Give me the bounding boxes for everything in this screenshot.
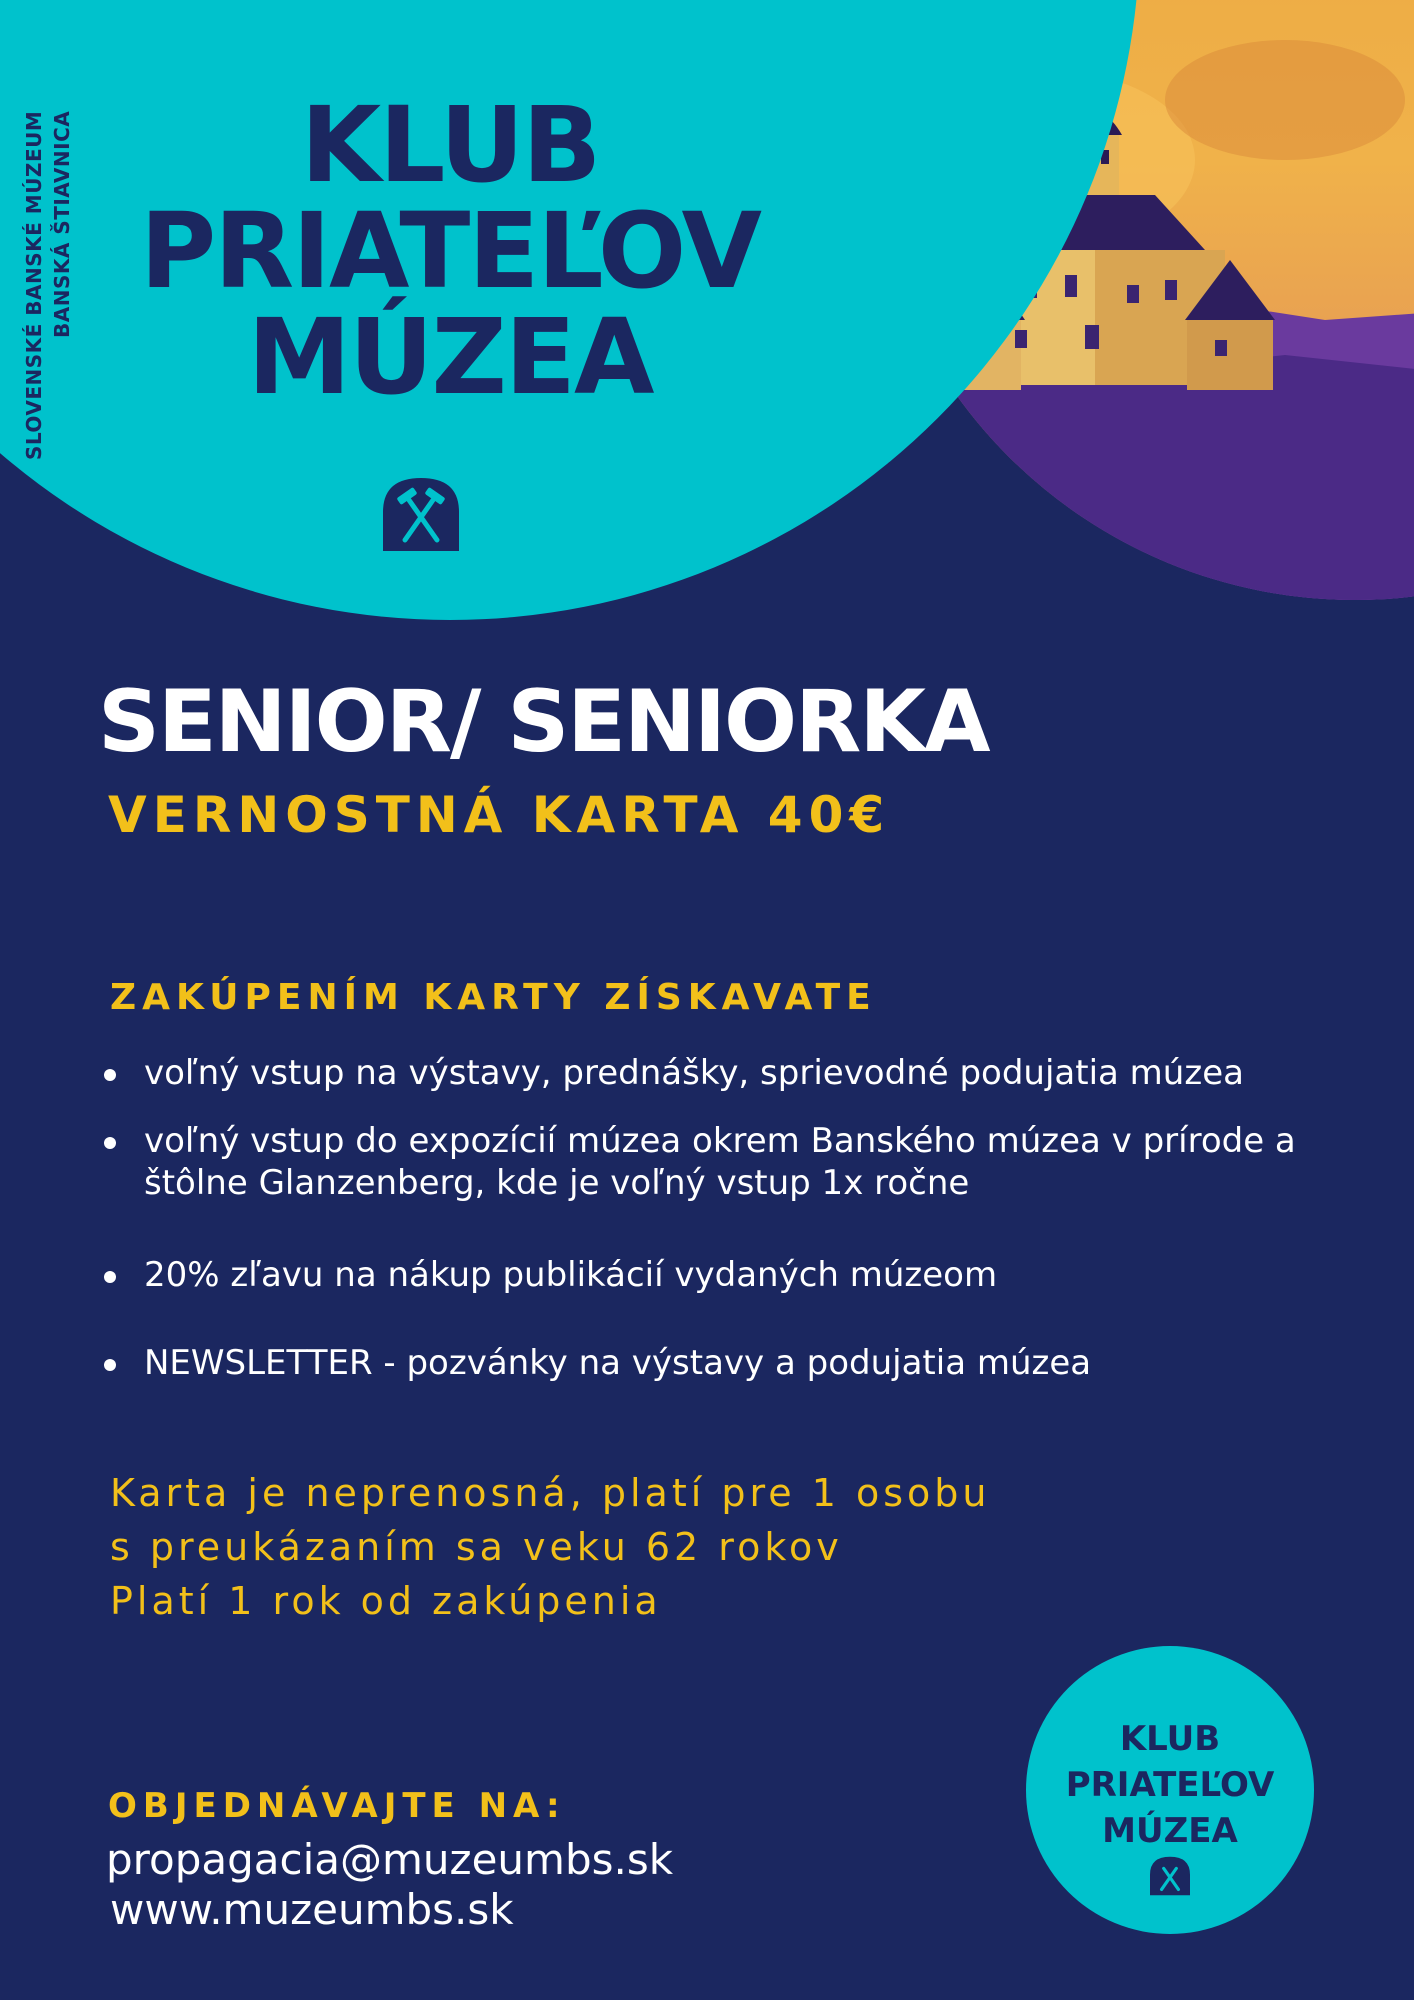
club-title — [120, 84, 780, 418]
order-label: OBJEDNÁVAJTE NA: — [108, 1786, 566, 1826]
club-title-line-1: KLUB — [300, 84, 600, 206]
benefit-item: voľný vstup na výstavy, prednášky, sprievodné podujatia múzea — [102, 1052, 1362, 1094]
publisher-line-1: SLOVENSKÉ BANSKÉ MÚZEUM — [22, 110, 46, 460]
card-conditions-line-1: Karta je neprenosná, platí pre 1 osobu — [110, 1471, 991, 1515]
badge-title-line-2: PRIATEĽOV — [1065, 1765, 1275, 1805]
benefit-item: voľný vstup do expozícií múzea okrem Banského múzea v prírode a štôlne Glanzenberg, kde je voľný vstup 1x ročne — [102, 1120, 1362, 1204]
benefit-item: 20% zľavu na nákup publikácií vydaných múzeom — [102, 1254, 1362, 1296]
card-price: VERNOSTNÁ KARTA 40€ — [108, 786, 891, 844]
badge-title — [1026, 1716, 1314, 1854]
website-link[interactable]: www.muzeumbs.sk — [110, 1885, 514, 1934]
contact-email-link[interactable]: propagacia@muzeumbs.sk — [106, 1835, 674, 1884]
benefits-list — [102, 1052, 1362, 1384]
club-title-line-3: MÚZEA — [247, 296, 653, 418]
badge-title-line-1: KLUB — [1119, 1719, 1221, 1759]
benefit-item: NEWSLETTER - pozvánky na výstavy a podujatia múzea — [102, 1342, 1362, 1384]
sky-cloud — [1165, 40, 1405, 160]
card-conditions-line-3: Platí 1 rok od zakúpenia — [110, 1579, 662, 1623]
club-badge — [1026, 1646, 1314, 1934]
card-heading: SENIOR/ SENIORKA — [98, 672, 989, 772]
crossed-hammers-icon — [1150, 1856, 1190, 1896]
club-title-line-2: PRIATEĽOV — [139, 190, 761, 312]
publisher-label — [20, 111, 76, 460]
publisher-line-2: BANSKÁ ŠTIAVNICA — [50, 110, 74, 338]
badge-title-line-3: MÚZEA — [1102, 1811, 1238, 1851]
card-conditions-line-2: s preukázaním sa veku 62 rokov — [110, 1525, 843, 1569]
crossed-hammers-icon — [383, 478, 459, 551]
card-conditions — [110, 1466, 990, 1628]
benefits-title: ZAKÚPENÍM KARTY ZÍSKAVATE — [110, 977, 877, 1018]
